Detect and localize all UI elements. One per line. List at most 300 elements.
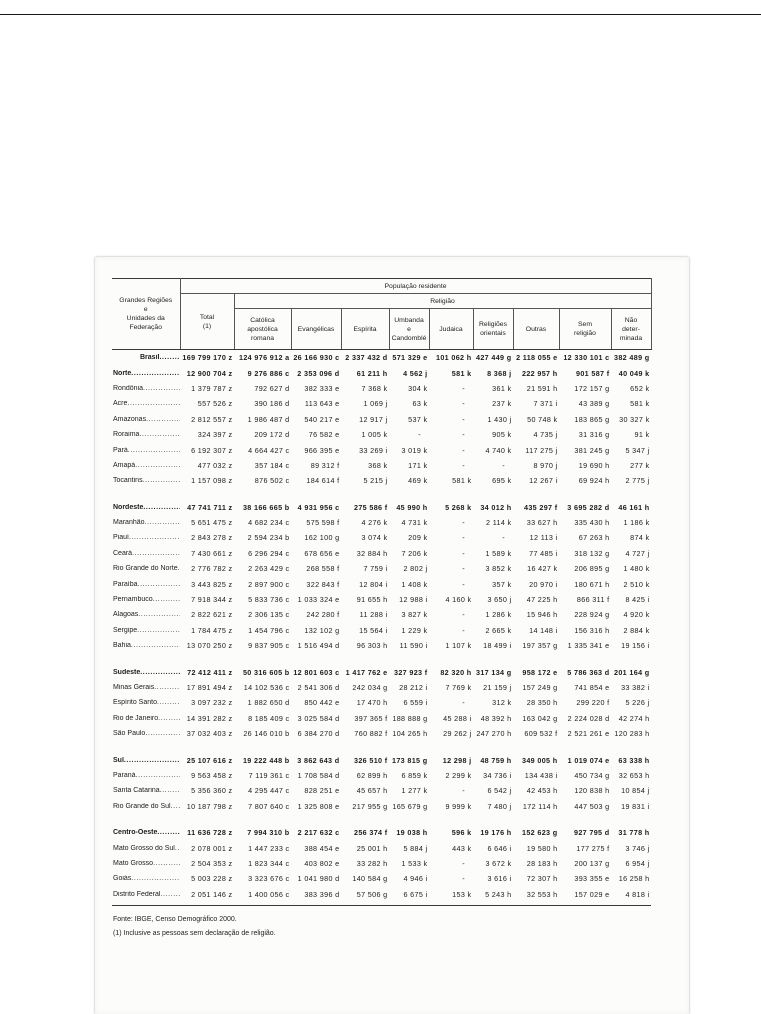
dot-leader — [131, 370, 180, 377]
value-cell-nao-determinada: 652 k — [630, 383, 650, 393]
value-cell-umbanda-candomble: 1 408 k — [401, 579, 428, 589]
col-header-espirita: Espírita — [341, 309, 389, 350]
value-cell-outras: 222 957 h — [521, 368, 558, 378]
value-cell-espirita: 25 001 h — [356, 843, 388, 853]
value-cell-sem-religiao: 901 587 f — [575, 368, 610, 378]
spacer-cell — [112, 814, 651, 825]
value-cell-judaica: - — [462, 625, 465, 635]
value-cell-judaica: - — [462, 460, 465, 470]
group-spacer — [112, 653, 651, 664]
value-cell-nao-determinada: 32 653 h — [618, 770, 650, 780]
state-row — [112, 695, 651, 710]
value-cell-umbanda-candomble: 171 k — [408, 460, 428, 470]
value-cell-total: 2 843 278 z — [191, 533, 233, 543]
value-cell-outras: 163 042 g — [522, 713, 558, 723]
value-cell-catolica: 876 502 c — [254, 476, 290, 486]
value-cell-nao-determinada: 10 854 j — [621, 786, 650, 796]
value-cell-outras: 8 970 j — [533, 460, 558, 470]
value-cell-umbanda-candomble: 5 884 j — [403, 843, 428, 853]
value-cell-espirita: 32 884 h — [356, 548, 388, 558]
value-cell-espirita: 12 917 j — [359, 414, 388, 424]
dot-leader — [157, 829, 180, 836]
value-cell-total: 2 776 782 z — [191, 564, 233, 574]
value-cell-umbanda-candomble: 469 k — [408, 476, 428, 486]
value-cell-judaica: - — [462, 518, 465, 528]
value-cell-sem-religiao: 183 865 g — [574, 414, 610, 424]
religion-header: Religião — [234, 294, 651, 309]
row-label: Sudeste — [113, 668, 141, 676]
value-cell-religioes-orientais: 1 430 j — [487, 414, 512, 424]
value-cell-evangelicas: 162 100 g — [304, 533, 340, 543]
state-row — [112, 799, 651, 814]
value-cell-total: 5 651 475 z — [191, 518, 233, 528]
value-cell-sem-religiao: 299 220 f — [576, 698, 610, 708]
value-cell-total: 2 051 146 z — [191, 889, 233, 899]
value-cell-espirita: 45 657 h — [356, 786, 388, 796]
value-cell-umbanda-candomble: 173 815 g — [391, 755, 428, 765]
value-cell-outras: 609 532 f — [524, 729, 558, 739]
dot-leader — [138, 581, 180, 588]
value-cell-judaica: 581 k — [451, 368, 472, 378]
value-cell-religioes-orientais: 2 114 k — [486, 518, 512, 528]
row-label-cell — [112, 546, 180, 561]
dot-leader — [153, 596, 180, 603]
value-cell-sem-religiao: 228 924 g — [574, 610, 610, 620]
value-cell-total: 5 003 228 z — [191, 874, 233, 884]
dot-leader — [143, 504, 180, 511]
value-cell-espirita: 62 899 h — [356, 770, 388, 780]
value-cell-evangelicas: 322 843 f — [306, 579, 340, 589]
value-cell-nao-determinada: 30 327 k — [619, 414, 650, 424]
value-cell-sem-religiao: 43 389 g — [578, 399, 610, 409]
state-row — [112, 623, 651, 638]
value-cell-judaica: - — [462, 430, 465, 440]
value-cell-catolica: 2 306 135 c — [248, 610, 290, 620]
value-cell-sem-religiao: 927 795 d — [573, 828, 610, 838]
region-row — [112, 664, 651, 679]
value-cell-total: 37 032 403 z — [186, 729, 233, 739]
value-cell-religioes-orientais: - — [502, 460, 505, 470]
value-cell-evangelicas: 388 454 e — [304, 843, 340, 853]
value-cell-sem-religiao: 2 521 261 e — [567, 729, 610, 739]
value-cell-catolica: 1 986 487 d — [247, 414, 290, 424]
value-cell-total: 3 097 232 z — [191, 698, 233, 708]
value-cell-espirita: 368 k — [368, 460, 388, 470]
value-cell-espirita: 33 282 h — [356, 858, 388, 868]
value-cell-sem-religiao: 1 335 341 e — [567, 641, 610, 651]
dot-leader — [160, 787, 180, 794]
value-cell-outras: 134 438 i — [524, 770, 558, 780]
row-label-cell — [112, 592, 180, 607]
state-row — [112, 680, 651, 695]
table-header — [112, 279, 651, 350]
value-cell-judaica: - — [462, 548, 465, 558]
group-spacer — [112, 489, 651, 500]
col-header-religioes-orientais: Religiões orientais — [473, 309, 513, 350]
value-cell-sem-religiao: 381 245 g — [574, 445, 610, 455]
state-row — [112, 840, 651, 855]
value-cell-total: 11 636 728 z — [187, 828, 233, 838]
value-cell-nao-determinada: 2 775 j — [625, 476, 650, 486]
value-cell-espirita: 15 564 i — [359, 625, 388, 635]
row-label-cell — [112, 840, 180, 855]
state-row — [112, 515, 651, 530]
row-label-cell — [112, 799, 180, 814]
value-cell-nao-determinada: 874 k — [630, 533, 650, 543]
row-label-cell — [112, 561, 180, 576]
dot-leader — [137, 627, 180, 634]
row-label-cell — [112, 607, 180, 622]
value-cell-religioes-orientais: 3 672 k — [485, 858, 512, 868]
value-cell-nao-determinada: 16 258 h — [618, 874, 650, 884]
value-cell-religioes-orientais: 905 k — [492, 430, 512, 440]
value-cell-judaica: - — [462, 698, 465, 708]
state-row — [112, 768, 651, 783]
value-cell-nao-determinada: 201 164 g — [613, 667, 650, 677]
value-cell-catolica: 26 146 010 b — [243, 729, 290, 739]
value-cell-judaica: 101 062 h — [435, 353, 472, 363]
dot-leader — [154, 684, 180, 691]
value-cell-evangelicas: 2 217 632 c — [297, 828, 340, 838]
value-cell-nao-determinada: 5 226 j — [625, 698, 650, 708]
value-cell-sem-religiao: 157 029 e — [574, 889, 610, 899]
value-cell-total: 1 379 787 z — [191, 383, 233, 393]
value-cell-sem-religiao: 1 019 074 e — [567, 755, 610, 765]
value-cell-total: 14 391 282 z — [186, 713, 233, 723]
spacer-cell — [112, 653, 651, 664]
row-label: Goiás — [113, 875, 132, 883]
value-cell-evangelicas: 383 396 d — [304, 889, 340, 899]
row-label-cell — [112, 887, 180, 902]
value-cell-umbanda-candomble: 1 533 k — [401, 858, 428, 868]
state-row — [112, 726, 651, 741]
value-cell-religioes-orientais: 21 159 j — [483, 683, 512, 692]
value-cell-nao-determinada: 4 727 j — [625, 548, 650, 558]
value-cell-evangelicas: 678 656 e — [304, 548, 340, 558]
row-label: Amazonas — [113, 415, 147, 423]
value-cell-espirita: 7 368 k — [361, 383, 388, 393]
value-cell-espirita: 397 365 f — [354, 713, 388, 723]
value-cell-religioes-orientais: 18 499 i — [483, 641, 512, 651]
value-cell-nao-determinada: 2 884 k — [623, 625, 650, 635]
value-cell-espirita: 96 303 h — [356, 641, 388, 651]
dot-leader — [146, 416, 180, 423]
value-cell-evangelicas: 850 442 e — [304, 698, 340, 708]
value-cell-evangelicas: 1 041 980 d — [297, 874, 340, 884]
value-cell-sem-religiao: 12 330 101 c — [563, 353, 610, 363]
value-cell-outras: 2 118 055 e — [516, 353, 558, 363]
value-cell-religioes-orientais: 6 542 j — [487, 786, 512, 796]
dot-leader — [171, 803, 180, 810]
row-label-cell — [112, 396, 180, 411]
value-cell-sem-religiao: 31 316 g — [578, 430, 610, 440]
value-cell-religioes-orientais: 357 k — [492, 579, 512, 589]
dot-leader — [159, 354, 180, 361]
value-cell-nao-determinada: 46 161 h — [618, 502, 650, 512]
value-cell-catolica: 7 807 640 c — [248, 801, 290, 811]
value-cell-religioes-orientais: 7 480 j — [487, 801, 512, 811]
value-cell-total: 2 078 001 z — [191, 843, 233, 853]
value-cell-religioes-orientais: 1 589 k — [485, 548, 512, 558]
region-row — [112, 752, 651, 767]
value-cell-outras: 32 553 h — [526, 889, 558, 899]
value-cell-umbanda-candomble: 4 946 i — [403, 874, 428, 884]
value-cell-religioes-orientais: 695 k — [492, 476, 512, 486]
value-cell-total: 10 187 798 z — [186, 801, 233, 811]
value-cell-outras: 33 627 h — [526, 518, 558, 528]
dot-leader — [131, 642, 180, 649]
value-cell-catolica: 7 119 361 c — [248, 770, 290, 780]
value-cell-judaica: - — [462, 445, 465, 455]
value-cell-religioes-orientais: 237 k — [492, 399, 512, 409]
value-cell-umbanda-candomble: 6 675 i — [403, 889, 428, 899]
value-cell-catolica: 2 594 234 b — [247, 533, 290, 543]
row-label-cell — [112, 768, 180, 783]
value-cell-sem-religiao: 180 671 h — [574, 579, 610, 589]
row-label: Alagoas — [113, 611, 139, 619]
value-cell-outras: 21 591 h — [526, 383, 558, 393]
value-cell-sem-religiao: 741 854 e — [574, 683, 610, 692]
row-label-cell — [112, 515, 180, 530]
value-cell-evangelicas: 540 217 e — [304, 414, 340, 424]
value-cell-evangelicas: 132 102 g — [304, 625, 340, 635]
state-row — [112, 856, 651, 871]
dot-leader — [139, 431, 180, 438]
value-cell-espirita: 217 955 g — [352, 801, 388, 811]
value-cell-religioes-orientais: 312 k — [492, 698, 512, 708]
value-cell-umbanda-candomble: 11 590 i — [399, 641, 428, 651]
value-cell-espirita: 3 074 k — [361, 533, 388, 543]
value-cell-judaica: - — [462, 579, 465, 589]
row-label: Roraima — [113, 431, 140, 439]
value-cell-evangelicas: 1 708 584 d — [297, 770, 340, 780]
value-cell-total: 6 192 307 z — [191, 445, 233, 455]
value-cell-espirita: 5 215 j — [363, 476, 388, 486]
row-label: Nordeste — [113, 503, 144, 511]
state-row — [112, 711, 651, 726]
value-cell-outras: 50 748 k — [527, 414, 558, 424]
value-cell-nao-determinada: 33 382 i — [621, 683, 650, 692]
value-cell-religioes-orientais: 361 k — [492, 383, 512, 393]
value-cell-evangelicas: 403 802 e — [304, 858, 340, 868]
region-row — [112, 365, 651, 380]
value-cell-evangelicas: 4 931 956 c — [297, 502, 340, 512]
value-cell-umbanda-candomble: 304 k — [408, 383, 428, 393]
row-label-cell — [112, 427, 180, 442]
value-cell-sem-religiao: 3 695 282 d — [567, 502, 610, 512]
row-label: Brasil — [140, 354, 160, 362]
row-label-cell — [112, 381, 180, 396]
value-cell-evangelicas: 1 033 324 e — [297, 595, 340, 605]
value-cell-umbanda-candomble: 3 019 k — [401, 445, 428, 455]
dot-leader — [140, 669, 180, 676]
value-cell-religioes-orientais: 2 665 k — [485, 625, 512, 635]
dot-leader — [178, 565, 180, 572]
value-cell-judaica: - — [462, 414, 465, 424]
value-cell-catolica: 8 185 409 c — [248, 713, 290, 723]
row-label: Rio Grande do Sul — [113, 802, 171, 810]
value-cell-sem-religiao: 5 786 363 d — [567, 667, 610, 677]
value-cell-outras: 20 970 i — [529, 579, 558, 589]
value-cell-evangelicas: 1 516 494 d — [297, 641, 340, 651]
value-cell-sem-religiao: 67 263 h — [578, 533, 610, 543]
value-cell-nao-determinada: 40 049 k — [618, 368, 650, 378]
value-cell-outras: 28 183 h — [526, 858, 558, 868]
value-cell-catolica: 7 994 310 b — [247, 828, 290, 838]
value-cell-evangelicas: 575 598 f — [306, 518, 340, 528]
value-cell-outras: 15 946 h — [526, 610, 558, 620]
value-cell-judaica: 5 268 k — [445, 502, 472, 512]
value-cell-total: 7 918 344 z — [191, 595, 233, 605]
value-cell-nao-determinada: 6 954 j — [625, 858, 650, 868]
value-cell-total: 5 356 360 z — [191, 786, 233, 796]
row-label: Tocantins — [113, 477, 143, 485]
state-row — [112, 427, 651, 442]
dot-leader — [124, 757, 180, 764]
dot-leader — [143, 385, 180, 392]
row-label: Centro-Oeste — [113, 829, 158, 837]
value-cell-evangelicas: 6 384 270 d — [297, 729, 340, 739]
value-cell-nao-determinada: 91 k — [634, 430, 650, 440]
value-cell-evangelicas: 828 251 e — [304, 786, 340, 796]
col-header-nao-determinada: Não deter- minada — [611, 309, 651, 350]
state-row — [112, 473, 651, 488]
dot-leader — [160, 891, 180, 898]
dot-leader — [145, 519, 180, 526]
value-cell-umbanda-candomble: 104 265 h — [392, 729, 428, 739]
row-label: Rio Grande do Norte — [113, 565, 178, 573]
population-header: População residente — [180, 279, 651, 294]
value-cell-catolica: 209 172 d — [254, 430, 290, 440]
value-cell-religioes-orientais: 5 243 h — [485, 889, 512, 899]
row-label-cell — [112, 664, 180, 679]
row-label: Minas Gerais — [113, 684, 155, 691]
value-cell-evangelicas: 12 801 603 c — [293, 667, 340, 677]
scanned-page — [95, 257, 689, 1014]
value-cell-total: 17 891 494 z — [186, 683, 233, 692]
value-cell-religioes-orientais: 3 852 k — [485, 564, 512, 574]
dot-leader — [145, 730, 180, 737]
value-cell-total: 477 032 z — [197, 460, 233, 470]
value-cell-total: 1 784 475 z — [191, 625, 233, 635]
state-row — [112, 576, 651, 591]
value-cell-espirita: 7 759 i — [363, 564, 388, 574]
value-cell-catolica: 390 186 d — [254, 399, 290, 409]
header-row-2 — [112, 294, 651, 309]
region-row — [112, 825, 651, 840]
value-cell-sem-religiao: 69 924 h — [578, 476, 610, 486]
row-label-cell — [112, 783, 180, 798]
value-cell-evangelicas: 113 643 e — [304, 399, 340, 409]
value-cell-judaica: 596 k — [451, 828, 472, 838]
value-cell-nao-determinada: 4 818 i — [625, 889, 650, 899]
value-cell-judaica: 153 k — [452, 889, 472, 899]
value-cell-religioes-orientais: 427 449 g — [475, 353, 512, 363]
row-label-cell — [112, 500, 180, 515]
value-cell-outras: 12 267 i — [529, 476, 558, 486]
row-label: Mato Grosso do Sul — [113, 844, 175, 852]
value-cell-umbanda-candomble: 3 827 k — [401, 610, 428, 620]
col-header-evangelicas: Evangélicas — [291, 309, 341, 350]
top-rule — [0, 14, 761, 15]
value-cell-outras: 72 307 h — [526, 874, 558, 884]
value-cell-outras: 28 350 h — [526, 698, 558, 708]
value-cell-umbanda-candomble: 209 k — [408, 533, 428, 543]
value-cell-catolica: 1 400 056 c — [248, 889, 290, 899]
value-cell-nao-determinada: 19 831 i — [621, 801, 650, 811]
row-label-cell — [112, 680, 180, 695]
value-cell-catolica: 6 296 294 c — [248, 548, 290, 558]
value-cell-religioes-orientais: 48 759 h — [480, 755, 512, 765]
dot-leader — [129, 534, 180, 541]
value-cell-sem-religiao: 335 430 h — [574, 518, 610, 528]
value-cell-outras: 77 485 i — [529, 548, 558, 558]
value-cell-evangelicas: 26 166 930 c — [293, 353, 340, 363]
value-cell-umbanda-candomble: 4 562 j — [403, 368, 428, 378]
value-cell-outras: 435 297 f — [523, 502, 558, 512]
row-label: Bahia — [113, 642, 131, 650]
row-label: Paraíba — [113, 580, 138, 588]
state-row — [112, 638, 651, 653]
source-note: Fonte: IBGE, Censo Demográfico 2000. — [113, 915, 237, 923]
value-cell-espirita: 1 417 762 e — [345, 667, 388, 677]
value-cell-judaica: - — [462, 610, 465, 620]
state-row — [112, 442, 651, 457]
dot-leader — [131, 875, 180, 882]
value-cell-outras: 172 114 h — [522, 801, 558, 811]
value-cell-sem-religiao: 177 275 f — [576, 843, 610, 853]
row-label-cell — [112, 711, 180, 726]
value-cell-sem-religiao: 2 224 028 d — [567, 713, 610, 723]
spacer-cell — [112, 741, 651, 752]
value-cell-nao-determinada: 5 347 j — [625, 445, 650, 455]
dot-leader — [132, 550, 180, 557]
value-cell-catolica: 19 222 448 b — [242, 755, 290, 765]
value-cell-evangelicas: 242 280 f — [306, 610, 340, 620]
value-cell-espirita: 1 069 j — [363, 399, 388, 409]
value-cell-judaica: - — [462, 399, 465, 409]
value-cell-umbanda-candomble: 188 888 g — [392, 713, 428, 723]
value-cell-umbanda-candomble: 1 277 k — [401, 786, 428, 796]
state-row — [112, 530, 651, 545]
value-cell-espirita: 2 337 432 d — [345, 353, 388, 363]
value-cell-espirita: 140 584 g — [352, 874, 388, 884]
row-label-cell — [112, 825, 180, 840]
state-row — [112, 396, 651, 411]
value-cell-catolica: 1 447 233 c — [248, 843, 290, 853]
row-label: Maranhão — [113, 519, 145, 527]
row-label: Distrito Federal — [113, 890, 161, 898]
dot-leader — [136, 772, 180, 779]
row-label: Sergipe — [113, 626, 138, 634]
value-cell-religioes-orientais: 4 740 k — [485, 445, 512, 455]
value-cell-total: 324 397 z — [197, 430, 233, 440]
value-cell-religioes-orientais: 34 012 h — [480, 502, 512, 512]
row-label: Paraná — [113, 771, 136, 779]
group-spacer — [112, 741, 651, 752]
value-cell-religioes-orientais: 19 176 h — [480, 828, 512, 838]
value-cell-total: 47 741 711 z — [187, 502, 233, 512]
value-cell-judaica: - — [462, 564, 465, 574]
value-cell-total: 2 812 557 z — [191, 414, 233, 424]
value-cell-religioes-orientais: 6 646 i — [487, 843, 512, 853]
value-cell-catolica: 792 627 d — [254, 383, 290, 393]
row-label-cell — [112, 412, 180, 427]
value-cell-umbanda-candomble: - — [418, 430, 421, 440]
value-cell-total: 169 799 170 z — [182, 353, 233, 363]
row-label: Sul — [113, 756, 124, 764]
state-row — [112, 607, 651, 622]
